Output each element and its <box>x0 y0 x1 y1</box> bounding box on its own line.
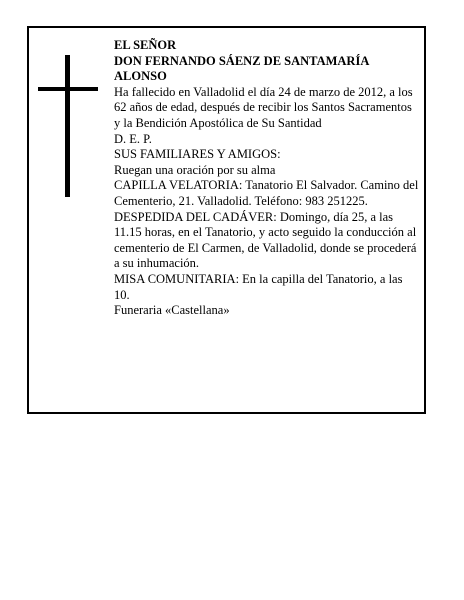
funeral-home: Funeraria «Castellana» <box>114 303 230 318</box>
cross-vertical-bar <box>65 55 70 197</box>
family-header: SUS FAMILIARES Y AMIGOS: <box>114 147 281 162</box>
death-announcement: Ha fallecido en Valladolid el día 24 de marzo de 2012, a los 62 años de edad, después de recibir los Santos Sacramentos y la Bendición Apostólica de Su Santidad <box>114 84 413 130</box>
title-line: EL SEÑOR <box>114 38 177 52</box>
prayer-request: Ruegan una oración por su alma <box>114 162 276 177</box>
rip-abbreviation: D. E. P. <box>114 131 152 146</box>
latin-cross-icon <box>38 55 98 197</box>
deceased-name-line-1: DON FERNANDO SÁENZ DE SANTAMARÍA <box>114 53 370 68</box>
mass-info: MISA COMUNITARIA: En la capilla del Tanatorio, a las 10. <box>114 271 403 302</box>
farewell-info: DESPEDIDA DEL CADÁVER: Domingo, día 25, a las 11.15 horas, en el Tanatorio, y acto seguido la conducción al cementerio de El Carmen, de Valladolid, donde se procederá a su inhumación. <box>114 209 417 271</box>
deceased-name-line-2: ALONSO <box>114 69 167 84</box>
cross-horizontal-bar <box>38 87 98 91</box>
chapel-info: CAPILLA VELATORIA: Tanatorio El Salvador. Camino del Cementerio, 21. Valladolid. Teléfono: 983 251225. <box>114 178 419 208</box>
obituary-text <box>114 38 420 319</box>
